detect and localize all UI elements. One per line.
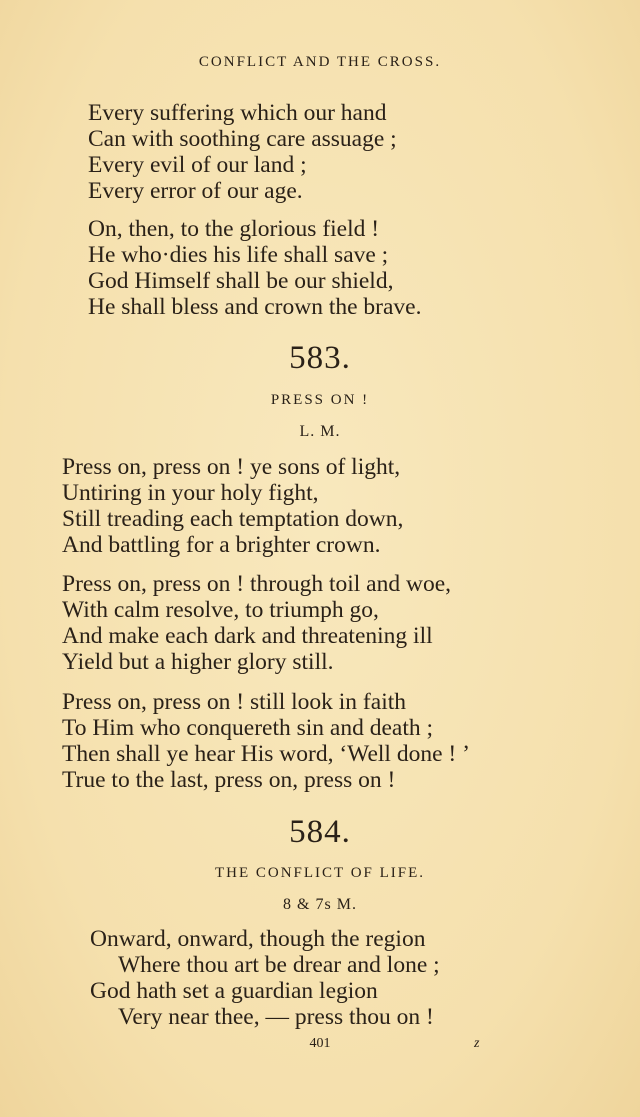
- verse-line: God hath set a guardian legion: [90, 978, 378, 1004]
- stanza-583-2: [62, 571, 451, 675]
- verse-line: On, then, to the glorious field !: [88, 216, 380, 242]
- hymn-meter: L. M.: [299, 423, 341, 440]
- hymn-title: PRESS ON !: [270, 392, 370, 408]
- hymn-title: THE CONFLICT OF LIFE.: [214, 865, 426, 881]
- verse-line: Where thou art be drear and lone ;: [118, 952, 440, 978]
- verse-line: And make each dark and threatening ill: [62, 623, 433, 649]
- verse-line: Press on, press on ! through toil and woe,: [62, 571, 452, 597]
- verse-line: To Him who conquereth sin and death ;: [62, 715, 434, 741]
- verse-line: Every error of our age.: [88, 178, 303, 204]
- verse-line: True to the last, press on, press on !: [62, 767, 396, 793]
- verse-line: Can with soothing care assuage ;: [88, 126, 397, 152]
- stanza-584-1: [90, 926, 440, 1030]
- hymn-number: 583.: [289, 340, 351, 376]
- verse-line: Still treading each temptation down,: [62, 506, 404, 532]
- stanza-continued-2: [88, 216, 421, 320]
- verse-line: He shall bless and crown the brave.: [88, 294, 422, 320]
- page-number: 401: [309, 1036, 331, 1051]
- verse-line: Press on, press on ! still look in faith: [62, 689, 406, 715]
- verse-line: Every evil of our land ;: [88, 152, 307, 178]
- hymn-meter: 8 & 7s M.: [283, 896, 357, 913]
- verse-line: He who·dies his life shall save ;: [88, 242, 389, 268]
- verse-line: Onward, onward, though the region: [90, 926, 426, 952]
- verse-line: God Himself shall be our shield,: [88, 268, 394, 294]
- verse-line: Yield but a higher glory still.: [62, 649, 334, 675]
- verse-line: With calm resolve, to triumph go,: [62, 597, 379, 623]
- verse-line: Very near thee, — press thou on !: [118, 1004, 434, 1030]
- stanza-583-1: [62, 454, 403, 558]
- verse-line: Every suffering which our hand: [88, 100, 387, 126]
- verse-line: And battling for a brighter crown.: [62, 532, 381, 558]
- hymn-number: 584.: [289, 814, 351, 850]
- signature-mark: z: [474, 1036, 480, 1051]
- verse-line: Untiring in your holy fight,: [62, 480, 319, 506]
- running-head: CONFLICT AND THE CROSS.: [198, 54, 442, 70]
- stanza-continued-1: [88, 100, 397, 204]
- stanza-583-3: [62, 689, 470, 793]
- verse-line: Press on, press on ! ye sons of light,: [62, 454, 401, 480]
- verse-line: Then shall ye hear His word, ‘Well done ! ’: [62, 741, 470, 767]
